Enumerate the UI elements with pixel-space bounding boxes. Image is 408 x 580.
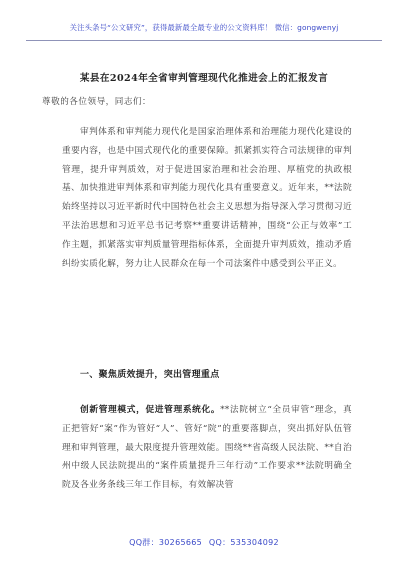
paragraph-management: [62, 401, 352, 495]
paragraph-body-text: **法院树立“全员审管”理念，真正把管好“案”作为管好“人”、管好“院”的重要落脚点，突出抓好队伍管理和审判管理，最大限度提升管理效能。围绕**省高级人民法院、**自治州中级人民法院提出的“案件质量提升三年行动”工作要求**法院明确全院及各业务条线三年工作目标，有效解决管: [62, 405, 353, 491]
salutation: 尊敬的各位领导，同志们：: [42, 97, 152, 107]
header-banner: 关注头条号“公文研究”，获得最新最全最专业的公文资料库！ 微信：gongwenyj: [69, 23, 339, 32]
footer-qq: QQ：535304092: [208, 538, 279, 547]
document-title: 某县在2024年全省审判管理现代化推进会上的汇报发言: [79, 73, 329, 84]
section-heading-1: 一、聚焦质效提升，突出管理重点: [80, 370, 220, 380]
header-divider: [26, 40, 382, 41]
footer-qq-group: QQ群：30265665: [129, 538, 203, 547]
paragraph-lead-sentence: 创新管理模式，促进管理系统化。: [80, 405, 221, 415]
paragraph-intro: 审判体系和审判能力现代化是国家治理体系和治理能力现代化建设的重要内容，也是中国式现代化的重要保障。抓紧抓实符合司法规律的审判管理，提升审判质效，对于促进国家治理和社会治理、厚植党的执政根基、加快推进审判体系和审判能力现代化具有重要意义。近年来，**法院始终坚持以习近平新时代中国特色社会主义思想为指导深入学习贯彻习近平法治思想和习近平总书记考察**重要讲话精神，围绕“公正与效率”工作主题，抓紧落实审判质量管理指标体系，全面提升审判质效，推动矛盾纠纷实质化解，努力让人民群众在每一个司法案件中感受到公平正义。: [62, 127, 352, 269]
footer-contact: [0, 537, 408, 548]
